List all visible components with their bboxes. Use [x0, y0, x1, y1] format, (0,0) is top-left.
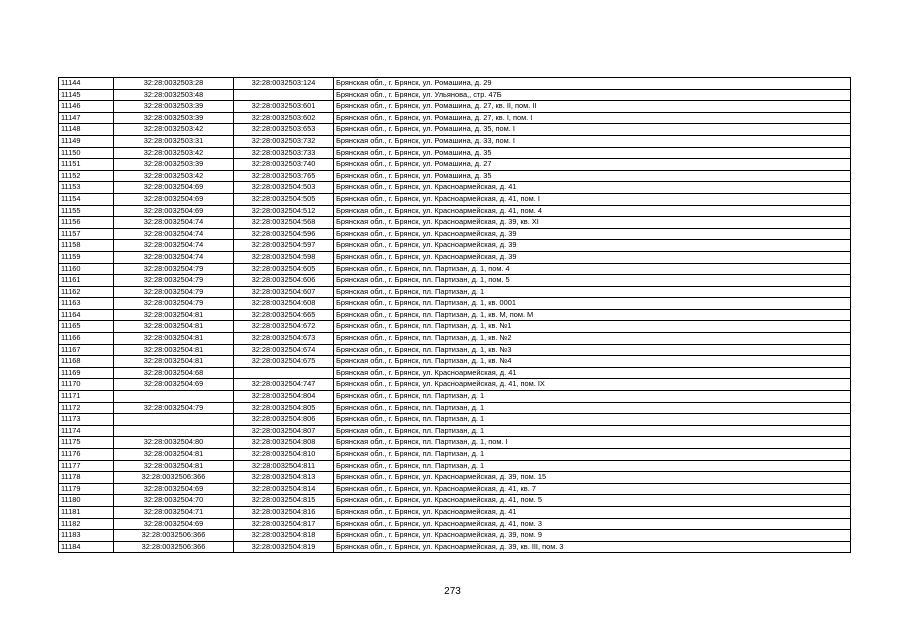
- address-cell: Брянская обл., г. Брянск, ул. Красноармейская, д. 39: [334, 228, 851, 240]
- record-number-cell: 11153: [59, 182, 114, 194]
- table-row: [59, 437, 851, 449]
- table-row: [59, 460, 851, 472]
- building-cadastral-number-cell: 32:28:0032504:813: [234, 472, 334, 484]
- land-cadastral-number-cell: 32:28:0032503:48: [114, 89, 234, 101]
- record-number-cell: 11157: [59, 228, 114, 240]
- table-row: [59, 112, 851, 124]
- record-number-cell: 11183: [59, 530, 114, 542]
- address-cell: Брянская обл., г. Брянск, ул. Красноармейская, д. 41: [334, 182, 851, 194]
- building-cadastral-number-cell: 32:28:0032504:819: [234, 541, 334, 553]
- land-cadastral-number-cell: 32:28:0032504:69: [114, 379, 234, 391]
- land-cadastral-number-cell: 32:28:0032504:69: [114, 483, 234, 495]
- address-cell: Брянская обл., г. Брянск, ул. Красноармейская, д. 41, пом. I: [334, 193, 851, 205]
- address-cell: Брянская обл., г. Брянск, ул. Красноармейская, д. 39, пом. 15: [334, 472, 851, 484]
- building-cadastral-number-cell: 32:28:0032503:653: [234, 124, 334, 136]
- land-cadastral-number-cell: 32:28:0032503:39: [114, 112, 234, 124]
- land-cadastral-number-cell: 32:28:0032504:81: [114, 356, 234, 368]
- page-number: 273: [444, 586, 461, 597]
- record-number-cell: 11179: [59, 483, 114, 495]
- record-number-cell: 11169: [59, 367, 114, 379]
- table-row: [59, 472, 851, 484]
- table-row: [59, 147, 851, 159]
- land-cadastral-number-cell: 32:28:0032506:366: [114, 541, 234, 553]
- table-row: [59, 159, 851, 171]
- building-cadastral-number-cell: 32:28:0032504:817: [234, 518, 334, 530]
- record-number-cell: 11167: [59, 344, 114, 356]
- address-cell: Брянская обл., г. Брянск, ул. Красноармейская, д. 41, пом. 4: [334, 205, 851, 217]
- record-number-cell: 11181: [59, 506, 114, 518]
- address-cell: Брянская обл., г. Брянск, ул. Ромашина, д. 35, пом. I: [334, 124, 851, 136]
- land-cadastral-number-cell: 32:28:0032504:81: [114, 333, 234, 345]
- address-cell: Брянская обл., г. Брянск, ул. Ромашина, д. 33, пом. I: [334, 135, 851, 147]
- land-cadastral-number-cell: 32:28:0032503:39: [114, 101, 234, 113]
- land-cadastral-number-cell: [114, 414, 234, 426]
- table-row: [59, 344, 851, 356]
- table-row: [59, 333, 851, 345]
- land-cadastral-number-cell: 32:28:0032503:42: [114, 147, 234, 159]
- record-number-cell: 11148: [59, 124, 114, 136]
- table-row: [59, 495, 851, 507]
- land-cadastral-number-cell: 32:28:0032504:69: [114, 518, 234, 530]
- land-cadastral-number-cell: 32:28:0032503:42: [114, 170, 234, 182]
- table-row: [59, 367, 851, 379]
- land-cadastral-number-cell: 32:28:0032504:81: [114, 449, 234, 461]
- building-cadastral-number-cell: 32:28:0032504:815: [234, 495, 334, 507]
- record-number-cell: 11164: [59, 309, 114, 321]
- record-number-cell: 11175: [59, 437, 114, 449]
- record-number-cell: 11173: [59, 414, 114, 426]
- table-row: [59, 541, 851, 553]
- building-cadastral-number-cell: 32:28:0032503:765: [234, 170, 334, 182]
- table-row: [59, 298, 851, 310]
- record-number-cell: 11144: [59, 78, 114, 90]
- table-row: [59, 205, 851, 217]
- land-cadastral-number-cell: 32:28:0032504:74: [114, 251, 234, 263]
- land-cadastral-number-cell: 32:28:0032506:366: [114, 530, 234, 542]
- record-number-cell: 11177: [59, 460, 114, 472]
- land-cadastral-number-cell: 32:28:0032504:69: [114, 205, 234, 217]
- building-cadastral-number-cell: 32:28:0032504:597: [234, 240, 334, 252]
- table-row: [59, 228, 851, 240]
- table-row: [59, 518, 851, 530]
- record-number-cell: 11182: [59, 518, 114, 530]
- address-cell: Брянская обл., г. Брянск, ул. Красноармейская, д. 41: [334, 367, 851, 379]
- building-cadastral-number-cell: 32:28:0032504:665: [234, 309, 334, 321]
- address-cell: Брянская обл., г. Брянск, ул. Ульянова,, стр. 47Б: [334, 89, 851, 101]
- table-row: [59, 530, 851, 542]
- land-cadastral-number-cell: 32:28:0032503:39: [114, 159, 234, 171]
- building-cadastral-number-cell: 32:28:0032504:608: [234, 298, 334, 310]
- building-cadastral-number-cell: 32:28:0032504:814: [234, 483, 334, 495]
- building-cadastral-number-cell: [234, 367, 334, 379]
- address-cell: Брянская обл., г. Брянск, ул. Ромашина, д. 29: [334, 78, 851, 90]
- table-row: [59, 379, 851, 391]
- table-row: [59, 217, 851, 229]
- record-number-cell: 11156: [59, 217, 114, 229]
- table-row: [59, 240, 851, 252]
- land-cadastral-number-cell: 32:28:0032504:81: [114, 321, 234, 333]
- table-row: [59, 483, 851, 495]
- land-cadastral-number-cell: 32:28:0032503:42: [114, 124, 234, 136]
- building-cadastral-number-cell: 32:28:0032504:811: [234, 460, 334, 472]
- land-cadastral-number-cell: 32:28:0032504:71: [114, 506, 234, 518]
- land-cadastral-number-cell: 32:28:0032504:80: [114, 437, 234, 449]
- building-cadastral-number-cell: 32:28:0032503:124: [234, 78, 334, 90]
- building-cadastral-number-cell: 32:28:0032504:505: [234, 193, 334, 205]
- building-cadastral-number-cell: 32:28:0032504:605: [234, 263, 334, 275]
- table-row: [59, 124, 851, 136]
- table-row: [59, 321, 851, 333]
- address-cell: Брянская обл., г. Брянск, ул. Красноармейская, д. 39, пом. 9: [334, 530, 851, 542]
- building-cadastral-number-cell: 32:28:0032504:512: [234, 205, 334, 217]
- land-cadastral-number-cell: 32:28:0032504:81: [114, 460, 234, 472]
- building-cadastral-number-cell: 32:28:0032504:598: [234, 251, 334, 263]
- record-number-cell: 11155: [59, 205, 114, 217]
- building-cadastral-number-cell: 32:28:0032504:804: [234, 391, 334, 403]
- record-number-cell: 11184: [59, 541, 114, 553]
- address-cell: Брянская обл., г. Брянск, ул. Ромашина, д. 35: [334, 170, 851, 182]
- address-cell: Брянская обл., г. Брянск, ул. Красноармейская, д. 41, пом. 5: [334, 495, 851, 507]
- address-cell: Брянская обл., г. Брянск, ул. Красноармейская, д. 39, кв. XI: [334, 217, 851, 229]
- record-number-cell: 11161: [59, 275, 114, 287]
- address-cell: Брянская обл., г. Брянск, пл. Партизан, д. 1: [334, 449, 851, 461]
- land-cadastral-number-cell: 32:28:0032504:68: [114, 367, 234, 379]
- building-cadastral-number-cell: 32:28:0032504:674: [234, 344, 334, 356]
- address-cell: Брянская обл., г. Брянск, ул. Красноармейская, д. 41, пом. 3: [334, 518, 851, 530]
- land-cadastral-number-cell: 32:28:0032504:81: [114, 309, 234, 321]
- record-number-cell: 11180: [59, 495, 114, 507]
- land-cadastral-number-cell: 32:28:0032504:70: [114, 495, 234, 507]
- address-cell: Брянская обл., г. Брянск, пл. Партизан, д. 1, кв. №1: [334, 321, 851, 333]
- record-number-cell: 11151: [59, 159, 114, 171]
- table-row: [59, 425, 851, 437]
- building-cadastral-number-cell: 32:28:0032503:732: [234, 135, 334, 147]
- building-cadastral-number-cell: 32:28:0032504:675: [234, 356, 334, 368]
- building-cadastral-number-cell: 32:28:0032504:816: [234, 506, 334, 518]
- record-number-cell: 11146: [59, 101, 114, 113]
- table-row: [59, 391, 851, 403]
- address-cell: Брянская обл., г. Брянск, ул. Ромашина, д. 27: [334, 159, 851, 171]
- record-number-cell: 11147: [59, 112, 114, 124]
- record-number-cell: 11152: [59, 170, 114, 182]
- address-cell: Брянская обл., г. Брянск, ул. Красноармейская, д. 39, кв. III, пом. 3: [334, 541, 851, 553]
- table-row: [59, 356, 851, 368]
- building-cadastral-number-cell: 32:28:0032504:596: [234, 228, 334, 240]
- building-cadastral-number-cell: [234, 89, 334, 101]
- record-number-cell: 11160: [59, 263, 114, 275]
- building-cadastral-number-cell: 32:28:0032503:602: [234, 112, 334, 124]
- record-number-cell: 11145: [59, 89, 114, 101]
- record-number-cell: 11163: [59, 298, 114, 310]
- table-row: [59, 449, 851, 461]
- table-row: [59, 309, 851, 321]
- address-cell: Брянская обл., г. Брянск, ул. Ромашина, д. 27, кв. I, пом. I: [334, 112, 851, 124]
- address-cell: Брянская обл., г. Брянск, пл. Партизан, д. 1, пом. 5: [334, 275, 851, 287]
- land-cadastral-number-cell: [114, 425, 234, 437]
- land-cadastral-number-cell: 32:28:0032504:79: [114, 298, 234, 310]
- building-cadastral-number-cell: 32:28:0032504:503: [234, 182, 334, 194]
- land-cadastral-number-cell: 32:28:0032503:28: [114, 78, 234, 90]
- table-row: [59, 89, 851, 101]
- building-cadastral-number-cell: 32:28:0032504:810: [234, 449, 334, 461]
- address-cell: Брянская обл., г. Брянск, пл. Партизан, д. 1, кв. №3: [334, 344, 851, 356]
- address-cell: Брянская обл., г. Брянск, ул. Ромашина, д. 27, кв. II, пом. II: [334, 101, 851, 113]
- building-cadastral-number-cell: 32:28:0032503:601: [234, 101, 334, 113]
- address-cell: Брянская обл., г. Брянск, ул. Красноармейская, д. 39: [334, 240, 851, 252]
- land-cadastral-number-cell: 32:28:0032504:74: [114, 228, 234, 240]
- table-row: [59, 170, 851, 182]
- address-cell: Брянская обл., г. Брянск, ул. Красноармейская, д. 39: [334, 251, 851, 263]
- record-number-cell: 11159: [59, 251, 114, 263]
- land-cadastral-number-cell: [114, 391, 234, 403]
- record-number-cell: 11165: [59, 321, 114, 333]
- record-number-cell: 11149: [59, 135, 114, 147]
- address-cell: Брянская обл., г. Брянск, пл. Партизан, д. 1: [334, 425, 851, 437]
- table-row: [59, 402, 851, 414]
- address-cell: Брянская обл., г. Брянск, пл. Партизан, д. 1, кв. №4: [334, 356, 851, 368]
- address-cell: Брянская обл., г. Брянск, пл. Партизан, д. 1: [334, 414, 851, 426]
- land-cadastral-number-cell: 32:28:0032504:74: [114, 240, 234, 252]
- building-cadastral-number-cell: 32:28:0032504:607: [234, 286, 334, 298]
- building-cadastral-number-cell: 32:28:0032504:747: [234, 379, 334, 391]
- land-cadastral-number-cell: 32:28:0032504:79: [114, 275, 234, 287]
- building-cadastral-number-cell: 32:28:0032504:818: [234, 530, 334, 542]
- table-row: [59, 193, 851, 205]
- record-number-cell: 11154: [59, 193, 114, 205]
- land-cadastral-number-cell: 32:28:0032504:81: [114, 344, 234, 356]
- table-row: [59, 78, 851, 90]
- building-cadastral-number-cell: 32:28:0032504:673: [234, 333, 334, 345]
- building-cadastral-number-cell: 32:28:0032504:568: [234, 217, 334, 229]
- record-number-cell: 11150: [59, 147, 114, 159]
- address-cell: Брянская обл., г. Брянск, пл. Партизан, д. 1, кв. 0001: [334, 298, 851, 310]
- address-cell: Брянская обл., г. Брянск, пл. Партизан, д. 1, пом. 4: [334, 263, 851, 275]
- address-cell: Брянская обл., г. Брянск, пл. Партизан, д. 1: [334, 286, 851, 298]
- address-cell: Брянская обл., г. Брянск, ул. Красноармейская, д. 41, кв. 7: [334, 483, 851, 495]
- address-cell: Брянская обл., г. Брянск, ул. Ромашина, д. 35: [334, 147, 851, 159]
- land-cadastral-number-cell: 32:28:0032504:74: [114, 217, 234, 229]
- table-row: [59, 182, 851, 194]
- register-table-body: [59, 78, 851, 553]
- land-cadastral-number-cell: 32:28:0032504:79: [114, 286, 234, 298]
- building-cadastral-number-cell: 32:28:0032504:806: [234, 414, 334, 426]
- record-number-cell: 11170: [59, 379, 114, 391]
- address-cell: Брянская обл., г. Брянск, ул. Красноармейская, д. 41, пом. IX: [334, 379, 851, 391]
- address-cell: Брянская обл., г. Брянск, пл. Партизан, д. 1, кв. М, пом. М: [334, 309, 851, 321]
- building-cadastral-number-cell: 32:28:0032503:740: [234, 159, 334, 171]
- land-cadastral-number-cell: 32:28:0032503:31: [114, 135, 234, 147]
- address-cell: Брянская обл., г. Брянск, пл. Партизан, д. 1: [334, 391, 851, 403]
- building-cadastral-number-cell: 32:28:0032503:733: [234, 147, 334, 159]
- record-number-cell: 11176: [59, 449, 114, 461]
- land-cadastral-number-cell: 32:28:0032504:69: [114, 193, 234, 205]
- property-register-table: [58, 77, 851, 553]
- record-number-cell: 11174: [59, 425, 114, 437]
- table-row: [59, 414, 851, 426]
- table-row: [59, 506, 851, 518]
- table-row: [59, 135, 851, 147]
- address-cell: Брянская обл., г. Брянск, пл. Партизан, д. 1: [334, 460, 851, 472]
- land-cadastral-number-cell: 32:28:0032504:79: [114, 263, 234, 275]
- record-number-cell: 11168: [59, 356, 114, 368]
- table-row: [59, 275, 851, 287]
- address-cell: Брянская обл., г. Брянск, ул. Красноармейская, д. 41: [334, 506, 851, 518]
- building-cadastral-number-cell: 32:28:0032504:805: [234, 402, 334, 414]
- land-cadastral-number-cell: 32:28:0032506:366: [114, 472, 234, 484]
- table-row: [59, 286, 851, 298]
- building-cadastral-number-cell: 32:28:0032504:808: [234, 437, 334, 449]
- record-number-cell: 11178: [59, 472, 114, 484]
- building-cadastral-number-cell: 32:28:0032504:807: [234, 425, 334, 437]
- table-row: [59, 101, 851, 113]
- record-number-cell: 11158: [59, 240, 114, 252]
- building-cadastral-number-cell: 32:28:0032504:606: [234, 275, 334, 287]
- land-cadastral-number-cell: 32:28:0032504:69: [114, 182, 234, 194]
- record-number-cell: 11171: [59, 391, 114, 403]
- record-number-cell: 11172: [59, 402, 114, 414]
- address-cell: Брянская обл., г. Брянск, пл. Партизан, д. 1, пом. I: [334, 437, 851, 449]
- building-cadastral-number-cell: 32:28:0032504:672: [234, 321, 334, 333]
- address-cell: Брянская обл., г. Брянск, пл. Партизан, д. 1, кв. №2: [334, 333, 851, 345]
- land-cadastral-number-cell: 32:28:0032504:79: [114, 402, 234, 414]
- address-cell: Брянская обл., г. Брянск, пл. Партизан, д. 1: [334, 402, 851, 414]
- record-number-cell: 11162: [59, 286, 114, 298]
- table-row: [59, 251, 851, 263]
- record-number-cell: 11166: [59, 333, 114, 345]
- table-row: [59, 263, 851, 275]
